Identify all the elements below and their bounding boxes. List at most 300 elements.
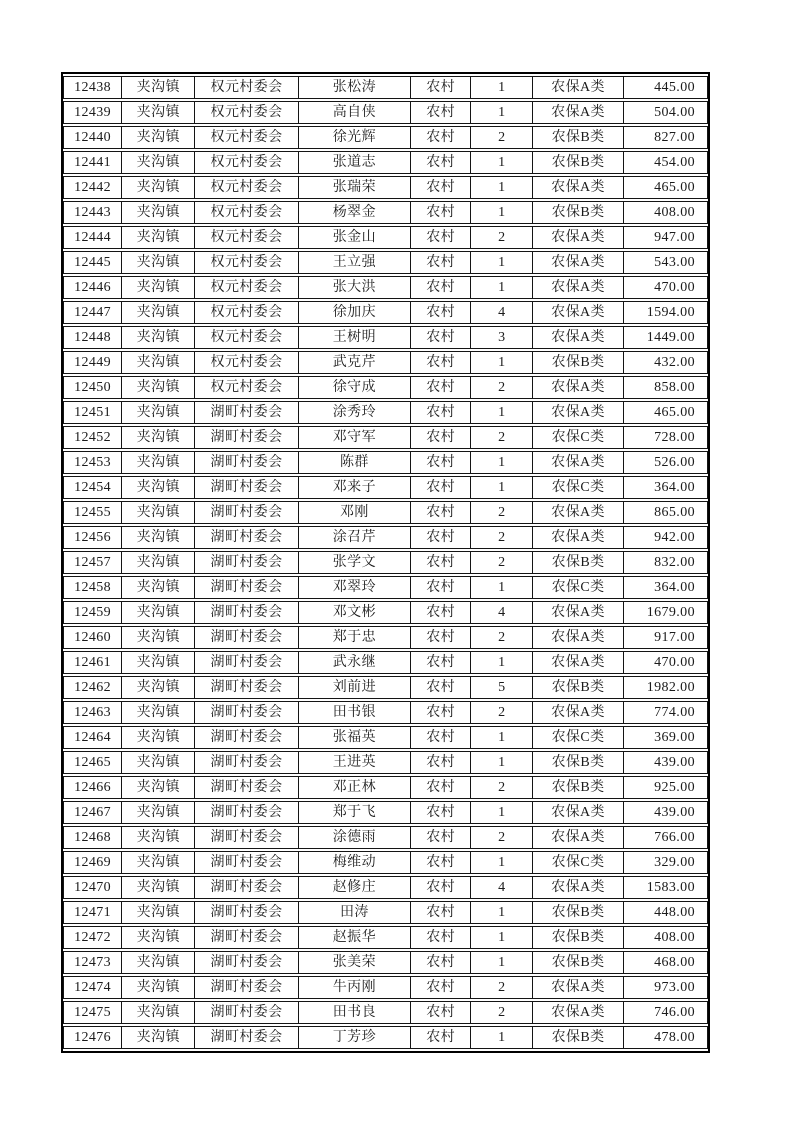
amount-cell: 448.00 xyxy=(624,901,708,924)
person-count-cell: 1 xyxy=(471,801,533,824)
table-row xyxy=(63,776,708,799)
village-committee-cell: 权元村委会 xyxy=(195,101,298,124)
amount-cell: 865.00 xyxy=(624,501,708,524)
village-committee-cell: 湖町村委会 xyxy=(195,526,298,549)
amount-cell: 1583.00 xyxy=(624,876,708,899)
record-id-cell: 12471 xyxy=(63,901,122,924)
town-cell: 夹沟镇 xyxy=(122,476,195,499)
person-name-cell: 邓正林 xyxy=(299,776,411,799)
person-count-cell: 2 xyxy=(471,1001,533,1024)
table-row xyxy=(63,751,708,774)
insurance-category-cell: 农保A类 xyxy=(533,376,623,399)
table-row xyxy=(63,251,708,274)
town-cell: 夹沟镇 xyxy=(122,776,195,799)
table-row xyxy=(63,701,708,724)
residence-type-cell: 农村 xyxy=(411,126,471,149)
record-id-cell: 12446 xyxy=(63,276,122,299)
village-committee-cell: 权元村委会 xyxy=(195,276,298,299)
person-count-cell: 4 xyxy=(471,601,533,624)
residence-type-cell: 农村 xyxy=(411,726,471,749)
person-name-cell: 刘前进 xyxy=(299,676,411,699)
amount-cell: 329.00 xyxy=(624,851,708,874)
amount-cell: 478.00 xyxy=(624,1026,708,1049)
residence-type-cell: 农村 xyxy=(411,676,471,699)
residence-type-cell: 农村 xyxy=(411,801,471,824)
record-id-cell: 12469 xyxy=(63,851,122,874)
table-row xyxy=(63,476,708,499)
insurance-category-cell: 农保A类 xyxy=(533,301,623,324)
amount-cell: 973.00 xyxy=(624,976,708,999)
insurance-category-cell: 农保A类 xyxy=(533,1001,623,1024)
village-committee-cell: 湖町村委会 xyxy=(195,976,298,999)
person-name-cell: 牛丙刚 xyxy=(299,976,411,999)
village-committee-cell: 湖町村委会 xyxy=(195,551,298,574)
amount-cell: 774.00 xyxy=(624,701,708,724)
person-name-cell: 涂德雨 xyxy=(299,826,411,849)
table-row xyxy=(63,351,708,374)
person-name-cell: 郑于飞 xyxy=(299,801,411,824)
amount-cell: 439.00 xyxy=(624,751,708,774)
residence-type-cell: 农村 xyxy=(411,951,471,974)
person-name-cell: 王树明 xyxy=(299,326,411,349)
person-count-cell: 1 xyxy=(471,476,533,499)
person-name-cell: 涂召芹 xyxy=(299,526,411,549)
person-name-cell: 张福英 xyxy=(299,726,411,749)
table-body xyxy=(63,76,708,1049)
village-committee-cell: 权元村委会 xyxy=(195,76,298,99)
record-id-cell: 12443 xyxy=(63,201,122,224)
insurance-category-cell: 农保A类 xyxy=(533,251,623,274)
person-name-cell: 张学文 xyxy=(299,551,411,574)
person-name-cell: 杨翠金 xyxy=(299,201,411,224)
town-cell: 夹沟镇 xyxy=(122,176,195,199)
insurance-category-cell: 农保A类 xyxy=(533,701,623,724)
town-cell: 夹沟镇 xyxy=(122,576,195,599)
table-row xyxy=(63,626,708,649)
residence-type-cell: 农村 xyxy=(411,226,471,249)
village-committee-cell: 湖町村委会 xyxy=(195,401,298,424)
table-row xyxy=(63,1026,708,1049)
amount-cell: 504.00 xyxy=(624,101,708,124)
person-name-cell: 田书银 xyxy=(299,701,411,724)
town-cell: 夹沟镇 xyxy=(122,701,195,724)
insurance-category-cell: 农保C类 xyxy=(533,576,623,599)
person-count-cell: 1 xyxy=(471,726,533,749)
town-cell: 夹沟镇 xyxy=(122,926,195,949)
table-row xyxy=(63,326,708,349)
insurance-category-cell: 农保A类 xyxy=(533,176,623,199)
person-count-cell: 1 xyxy=(471,351,533,374)
person-count-cell: 4 xyxy=(471,876,533,899)
record-id-cell: 12448 xyxy=(63,326,122,349)
person-count-cell: 1 xyxy=(471,951,533,974)
town-cell: 夹沟镇 xyxy=(122,76,195,99)
town-cell: 夹沟镇 xyxy=(122,901,195,924)
amount-cell: 454.00 xyxy=(624,151,708,174)
village-committee-cell: 湖町村委会 xyxy=(195,926,298,949)
amount-cell: 827.00 xyxy=(624,126,708,149)
record-id-cell: 12439 xyxy=(63,101,122,124)
table-row xyxy=(63,401,708,424)
person-count-cell: 1 xyxy=(471,276,533,299)
record-id-cell: 12468 xyxy=(63,826,122,849)
person-count-cell: 1 xyxy=(471,151,533,174)
amount-cell: 766.00 xyxy=(624,826,708,849)
residence-type-cell: 农村 xyxy=(411,376,471,399)
amount-cell: 432.00 xyxy=(624,351,708,374)
record-id-cell: 12466 xyxy=(63,776,122,799)
table-row xyxy=(63,126,708,149)
person-count-cell: 2 xyxy=(471,376,533,399)
person-count-cell: 1 xyxy=(471,901,533,924)
person-name-cell: 张大洪 xyxy=(299,276,411,299)
residence-type-cell: 农村 xyxy=(411,751,471,774)
person-name-cell: 张松涛 xyxy=(299,76,411,99)
town-cell: 夹沟镇 xyxy=(122,626,195,649)
residence-type-cell: 农村 xyxy=(411,876,471,899)
residence-type-cell: 农村 xyxy=(411,576,471,599)
residence-type-cell: 农村 xyxy=(411,776,471,799)
table-row xyxy=(63,801,708,824)
amount-cell: 1679.00 xyxy=(624,601,708,624)
person-name-cell: 邓刚 xyxy=(299,501,411,524)
table-row xyxy=(63,226,708,249)
amount-cell: 369.00 xyxy=(624,726,708,749)
table-row xyxy=(63,926,708,949)
person-name-cell: 徐守成 xyxy=(299,376,411,399)
village-committee-cell: 湖町村委会 xyxy=(195,576,298,599)
village-committee-cell: 权元村委会 xyxy=(195,151,298,174)
amount-cell: 465.00 xyxy=(624,401,708,424)
village-committee-cell: 权元村委会 xyxy=(195,376,298,399)
person-count-cell: 1 xyxy=(471,576,533,599)
insurance-category-cell: 农保B类 xyxy=(533,551,623,574)
town-cell: 夹沟镇 xyxy=(122,526,195,549)
person-name-cell: 涂秀玲 xyxy=(299,401,411,424)
town-cell: 夹沟镇 xyxy=(122,751,195,774)
town-cell: 夹沟镇 xyxy=(122,226,195,249)
residence-type-cell: 农村 xyxy=(411,451,471,474)
person-count-cell: 1 xyxy=(471,176,533,199)
town-cell: 夹沟镇 xyxy=(122,726,195,749)
table-row xyxy=(63,901,708,924)
person-count-cell: 1 xyxy=(471,751,533,774)
person-count-cell: 2 xyxy=(471,701,533,724)
amount-cell: 364.00 xyxy=(624,576,708,599)
village-committee-cell: 权元村委会 xyxy=(195,351,298,374)
insurance-category-cell: 农保B类 xyxy=(533,151,623,174)
insurance-category-cell: 农保B类 xyxy=(533,351,623,374)
table-row xyxy=(63,851,708,874)
table-row xyxy=(63,151,708,174)
residence-type-cell: 农村 xyxy=(411,251,471,274)
residence-type-cell: 农村 xyxy=(411,551,471,574)
town-cell: 夹沟镇 xyxy=(122,551,195,574)
table-row xyxy=(63,276,708,299)
record-id-cell: 12455 xyxy=(63,501,122,524)
insurance-category-cell: 农保B类 xyxy=(533,901,623,924)
table-row xyxy=(63,101,708,124)
village-committee-cell: 湖町村委会 xyxy=(195,601,298,624)
table-row xyxy=(63,526,708,549)
insurance-category-cell: 农保B类 xyxy=(533,951,623,974)
person-count-cell: 5 xyxy=(471,676,533,699)
town-cell: 夹沟镇 xyxy=(122,651,195,674)
insurance-category-cell: 农保B类 xyxy=(533,126,623,149)
person-name-cell: 王进英 xyxy=(299,751,411,774)
table-row xyxy=(63,176,708,199)
town-cell: 夹沟镇 xyxy=(122,326,195,349)
insurance-category-cell: 农保A类 xyxy=(533,451,623,474)
residence-type-cell: 农村 xyxy=(411,151,471,174)
residence-type-cell: 农村 xyxy=(411,926,471,949)
village-committee-cell: 权元村委会 xyxy=(195,126,298,149)
record-id-cell: 12450 xyxy=(63,376,122,399)
residence-type-cell: 农村 xyxy=(411,976,471,999)
amount-cell: 526.00 xyxy=(624,451,708,474)
village-committee-cell: 湖町村委会 xyxy=(195,776,298,799)
record-id-cell: 12465 xyxy=(63,751,122,774)
amount-cell: 445.00 xyxy=(624,76,708,99)
insurance-category-cell: 农保B类 xyxy=(533,751,623,774)
residence-type-cell: 农村 xyxy=(411,501,471,524)
record-id-cell: 12449 xyxy=(63,351,122,374)
person-name-cell: 田涛 xyxy=(299,901,411,924)
village-committee-cell: 权元村委会 xyxy=(195,251,298,274)
table-row xyxy=(63,201,708,224)
person-count-cell: 1 xyxy=(471,401,533,424)
town-cell: 夹沟镇 xyxy=(122,351,195,374)
amount-cell: 465.00 xyxy=(624,176,708,199)
person-name-cell: 梅维动 xyxy=(299,851,411,874)
village-committee-cell: 权元村委会 xyxy=(195,176,298,199)
person-count-cell: 2 xyxy=(471,126,533,149)
amount-cell: 858.00 xyxy=(624,376,708,399)
record-id-cell: 12447 xyxy=(63,301,122,324)
person-name-cell: 丁芳珍 xyxy=(299,1026,411,1049)
town-cell: 夹沟镇 xyxy=(122,951,195,974)
person-name-cell: 陈群 xyxy=(299,451,411,474)
residence-type-cell: 农村 xyxy=(411,701,471,724)
amount-cell: 832.00 xyxy=(624,551,708,574)
person-name-cell: 田书良 xyxy=(299,1001,411,1024)
amount-cell: 470.00 xyxy=(624,651,708,674)
insurance-category-cell: 农保A类 xyxy=(533,401,623,424)
residence-type-cell: 农村 xyxy=(411,1001,471,1024)
residence-type-cell: 农村 xyxy=(411,201,471,224)
town-cell: 夹沟镇 xyxy=(122,151,195,174)
insurance-category-cell: 农保C类 xyxy=(533,426,623,449)
record-id-cell: 12464 xyxy=(63,726,122,749)
record-id-cell: 12438 xyxy=(63,76,122,99)
record-id-cell: 12453 xyxy=(63,451,122,474)
amount-cell: 470.00 xyxy=(624,276,708,299)
village-committee-cell: 湖町村委会 xyxy=(195,1026,298,1049)
insurance-category-cell: 农保A类 xyxy=(533,326,623,349)
insurance-category-cell: 农保A类 xyxy=(533,226,623,249)
residence-type-cell: 农村 xyxy=(411,101,471,124)
insurance-category-cell: 农保A类 xyxy=(533,876,623,899)
village-committee-cell: 湖町村委会 xyxy=(195,476,298,499)
town-cell: 夹沟镇 xyxy=(122,276,195,299)
amount-cell: 925.00 xyxy=(624,776,708,799)
town-cell: 夹沟镇 xyxy=(122,201,195,224)
residence-type-cell: 农村 xyxy=(411,851,471,874)
record-id-cell: 12460 xyxy=(63,626,122,649)
insurance-category-cell: 农保B类 xyxy=(533,776,623,799)
town-cell: 夹沟镇 xyxy=(122,251,195,274)
person-count-cell: 2 xyxy=(471,526,533,549)
town-cell: 夹沟镇 xyxy=(122,1026,195,1049)
village-committee-cell: 湖町村委会 xyxy=(195,876,298,899)
amount-cell: 468.00 xyxy=(624,951,708,974)
village-committee-cell: 湖町村委会 xyxy=(195,426,298,449)
amount-cell: 947.00 xyxy=(624,226,708,249)
residence-type-cell: 农村 xyxy=(411,276,471,299)
amount-cell: 942.00 xyxy=(624,526,708,549)
person-name-cell: 张瑞荣 xyxy=(299,176,411,199)
record-id-cell: 12475 xyxy=(63,1001,122,1024)
residence-type-cell: 农村 xyxy=(411,301,471,324)
insurance-category-cell: 农保A类 xyxy=(533,501,623,524)
person-count-cell: 2 xyxy=(471,626,533,649)
village-committee-cell: 湖町村委会 xyxy=(195,901,298,924)
record-id-cell: 12476 xyxy=(63,1026,122,1049)
insurance-category-cell: 农保A类 xyxy=(533,626,623,649)
insurance-category-cell: 农保C类 xyxy=(533,476,623,499)
insurance-category-cell: 农保A类 xyxy=(533,526,623,549)
insurance-category-cell: 农保A类 xyxy=(533,76,623,99)
amount-cell: 439.00 xyxy=(624,801,708,824)
insurance-category-cell: 农保B类 xyxy=(533,1026,623,1049)
person-count-cell: 1 xyxy=(471,1026,533,1049)
amount-cell: 408.00 xyxy=(624,201,708,224)
person-name-cell: 张道志 xyxy=(299,151,411,174)
village-committee-cell: 湖町村委会 xyxy=(195,451,298,474)
table-row xyxy=(63,826,708,849)
table-row xyxy=(63,376,708,399)
insurance-category-cell: 农保A类 xyxy=(533,801,623,824)
table-row xyxy=(63,576,708,599)
person-name-cell: 张金山 xyxy=(299,226,411,249)
record-id-cell: 12456 xyxy=(63,526,122,549)
person-name-cell: 武永继 xyxy=(299,651,411,674)
insurance-category-cell: 农保A类 xyxy=(533,601,623,624)
person-count-cell: 1 xyxy=(471,76,533,99)
residence-type-cell: 农村 xyxy=(411,601,471,624)
person-name-cell: 邓翠玲 xyxy=(299,576,411,599)
person-name-cell: 赵修庄 xyxy=(299,876,411,899)
village-committee-cell: 湖町村委会 xyxy=(195,751,298,774)
town-cell: 夹沟镇 xyxy=(122,101,195,124)
amount-cell: 728.00 xyxy=(624,426,708,449)
table-row xyxy=(63,976,708,999)
table-row xyxy=(63,1001,708,1024)
amount-cell: 1982.00 xyxy=(624,676,708,699)
person-count-cell: 3 xyxy=(471,326,533,349)
village-committee-cell: 湖町村委会 xyxy=(195,1001,298,1024)
table-row xyxy=(63,651,708,674)
residence-type-cell: 农村 xyxy=(411,901,471,924)
person-count-cell: 1 xyxy=(471,251,533,274)
town-cell: 夹沟镇 xyxy=(122,601,195,624)
record-id-cell: 12441 xyxy=(63,151,122,174)
town-cell: 夹沟镇 xyxy=(122,401,195,424)
insurance-category-cell: 农保B类 xyxy=(533,926,623,949)
person-count-cell: 1 xyxy=(471,451,533,474)
record-id-cell: 12462 xyxy=(63,676,122,699)
person-count-cell: 2 xyxy=(471,426,533,449)
town-cell: 夹沟镇 xyxy=(122,451,195,474)
person-name-cell: 王立强 xyxy=(299,251,411,274)
person-name-cell: 张美荣 xyxy=(299,951,411,974)
record-id-cell: 12457 xyxy=(63,551,122,574)
record-id-cell: 12459 xyxy=(63,601,122,624)
person-count-cell: 1 xyxy=(471,101,533,124)
insurance-category-cell: 农保B类 xyxy=(533,201,623,224)
table-row xyxy=(63,601,708,624)
person-name-cell: 徐加庆 xyxy=(299,301,411,324)
person-name-cell: 高自侠 xyxy=(299,101,411,124)
record-id-cell: 12440 xyxy=(63,126,122,149)
residence-type-cell: 农村 xyxy=(411,826,471,849)
person-count-cell: 4 xyxy=(471,301,533,324)
record-id-cell: 12474 xyxy=(63,976,122,999)
village-committee-cell: 湖町村委会 xyxy=(195,801,298,824)
person-count-cell: 2 xyxy=(471,501,533,524)
table-row xyxy=(63,426,708,449)
record-id-cell: 12452 xyxy=(63,426,122,449)
residence-type-cell: 农村 xyxy=(411,426,471,449)
person-count-cell: 1 xyxy=(471,926,533,949)
person-count-cell: 1 xyxy=(471,201,533,224)
residence-type-cell: 农村 xyxy=(411,651,471,674)
residence-type-cell: 农村 xyxy=(411,351,471,374)
town-cell: 夹沟镇 xyxy=(122,426,195,449)
table-row xyxy=(63,876,708,899)
table-row xyxy=(63,451,708,474)
record-id-cell: 12470 xyxy=(63,876,122,899)
town-cell: 夹沟镇 xyxy=(122,851,195,874)
town-cell: 夹沟镇 xyxy=(122,826,195,849)
village-committee-cell: 权元村委会 xyxy=(195,326,298,349)
person-count-cell: 2 xyxy=(471,226,533,249)
town-cell: 夹沟镇 xyxy=(122,1001,195,1024)
person-name-cell: 武克芹 xyxy=(299,351,411,374)
town-cell: 夹沟镇 xyxy=(122,676,195,699)
village-committee-cell: 湖町村委会 xyxy=(195,676,298,699)
person-count-cell: 2 xyxy=(471,976,533,999)
insurance-category-cell: 农保A类 xyxy=(533,826,623,849)
insurance-category-cell: 农保C类 xyxy=(533,726,623,749)
residence-type-cell: 农村 xyxy=(411,176,471,199)
amount-cell: 1594.00 xyxy=(624,301,708,324)
table-row xyxy=(63,676,708,699)
insurance-category-cell: 农保A类 xyxy=(533,976,623,999)
town-cell: 夹沟镇 xyxy=(122,501,195,524)
person-name-cell: 邓文彬 xyxy=(299,601,411,624)
town-cell: 夹沟镇 xyxy=(122,126,195,149)
residence-type-cell: 农村 xyxy=(411,626,471,649)
village-committee-cell: 湖町村委会 xyxy=(195,826,298,849)
amount-cell: 746.00 xyxy=(624,1001,708,1024)
benefit-roster-table xyxy=(61,72,710,1053)
record-id-cell: 12445 xyxy=(63,251,122,274)
town-cell: 夹沟镇 xyxy=(122,801,195,824)
record-id-cell: 12458 xyxy=(63,576,122,599)
table-row xyxy=(63,726,708,749)
town-cell: 夹沟镇 xyxy=(122,876,195,899)
